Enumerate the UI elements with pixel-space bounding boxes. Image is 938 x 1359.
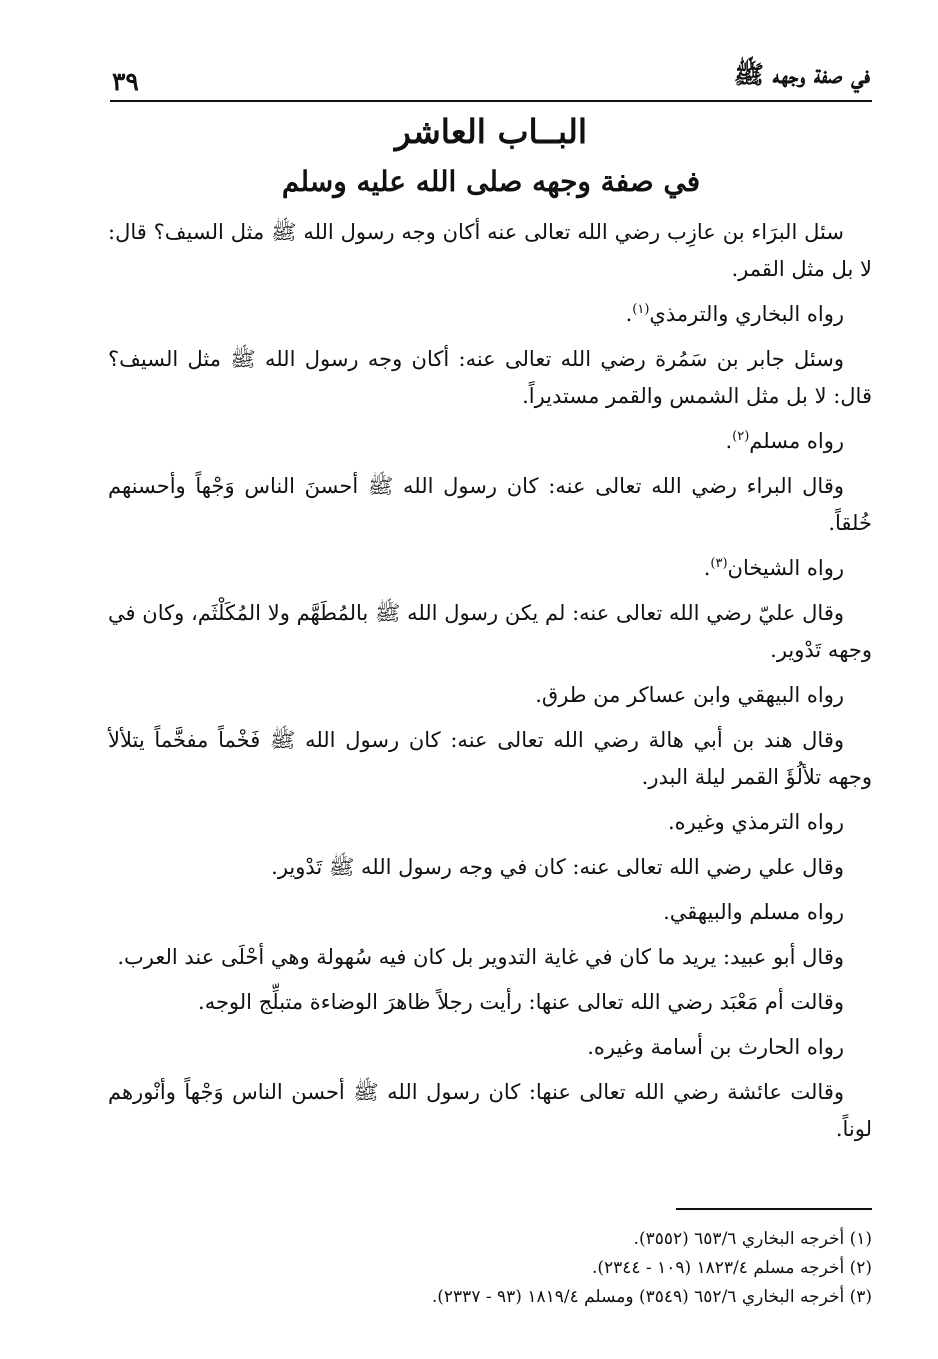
paragraph: وقال علي رضي الله تعالى عنه: كان في وجه رسول الله ﷺ تَدْوير.: [271, 855, 844, 879]
paragraph: وقالت عائشة رضي الله تعالى عنها: كان رسول الله ﷺ أحسن الناس وَجْهاً وأنْورهم لوناً.: [108, 1080, 872, 1141]
footnote: (٢) أخرجه مسلم ١٨٢٣/٤ (١٠٩ - ٢٣٤٤).: [591, 1258, 872, 1278]
chapter-title: البــاب العاشر: [394, 112, 588, 151]
paragraph: وقالت أم مَعْبَد رضي الله تعالى عنها: رأيت رجلاً ظاهرَ الوضاءة متبلِّج الوجه.: [198, 990, 844, 1014]
source-line: رواه الحارث بن أسامة وغيره.: [587, 1035, 844, 1059]
footnote: (١) أخرجه البخاري ٦٥٣/٦ (٣٥٥٢).: [633, 1229, 872, 1249]
body-text: [108, 214, 872, 1156]
footnote-ref: (٢): [732, 429, 750, 444]
source-line: رواه الترمذي وغيره.: [667, 810, 844, 834]
footnote: (٣) أخرجه البخاري ٦٥٢/٦ (٣٥٤٩) ومسلم ١٨١٩/٤ (٩٣ - ٢٣٣٧).: [431, 1287, 872, 1307]
source-line: رواه مسلم والبيهقي.: [663, 900, 844, 924]
source-line: رواه الشيخان$^{(٣)}$.: [703, 556, 844, 580]
paragraph: وسئل جابر بن سَمُرة رضي الله تعالى عنه: أكان وجه رسول الله ﷺ مثل السيف؟ قال: لا بل مثل الشمس والقمر مستديراً.: [108, 347, 872, 408]
footnote-ref: (٣): [710, 556, 728, 571]
paragraph: سئل البرَاء بن عازِب رضي الله تعالى عنه أكان وجه رسول الله ﷺ مثل السيف؟ قال: لا بل مثل القمر.: [108, 220, 872, 281]
source-line: رواه البخاري والترمذي$^{(١)}$.: [625, 302, 844, 326]
footnotes: [300, 1225, 872, 1312]
header-divider: [110, 100, 872, 102]
footnote-divider: [676, 1208, 872, 1210]
paragraph: وقال البراء رضي الله تعالى عنه: كان رسول الله ﷺ أحسنَ الناس وَجْهاً وأحسنهم خُلقاً.: [108, 474, 872, 535]
footnote-ref: (١): [632, 302, 650, 317]
chapter-subtitle: في صفة وجهه صلى الله عليه وسلم: [281, 165, 701, 198]
paragraph: وقال هند بن أبي هالة رضي الله تعالى عنه: كان رسول الله ﷺ فَخْماً مفخَّماً يتلألأ وجهه تلألُؤَ القمر ليلة البدر.: [108, 728, 872, 789]
running-title: في صفة وجهه ﷺ: [733, 60, 870, 89]
page-number: ٣٩: [112, 67, 139, 96]
source-line: رواه مسلم$^{(٢)}$.: [725, 429, 844, 453]
paragraph: وقال أبو عبيد: يريد ما كان في غاية التدوير بل كان فيه سُهولة وهي أحْلَى عند العرب.: [117, 945, 844, 969]
running-header: [112, 60, 870, 96]
paragraph: وقال عليّ رضي الله تعالى عنه: لم يكن رسول الله ﷺ بالمُطَهَّم ولا المُكَلْثَم، وكان في وجهه تَدْوير.: [108, 601, 872, 662]
source-line: رواه البيهقي وابن عساكر من طرق.: [535, 683, 844, 707]
